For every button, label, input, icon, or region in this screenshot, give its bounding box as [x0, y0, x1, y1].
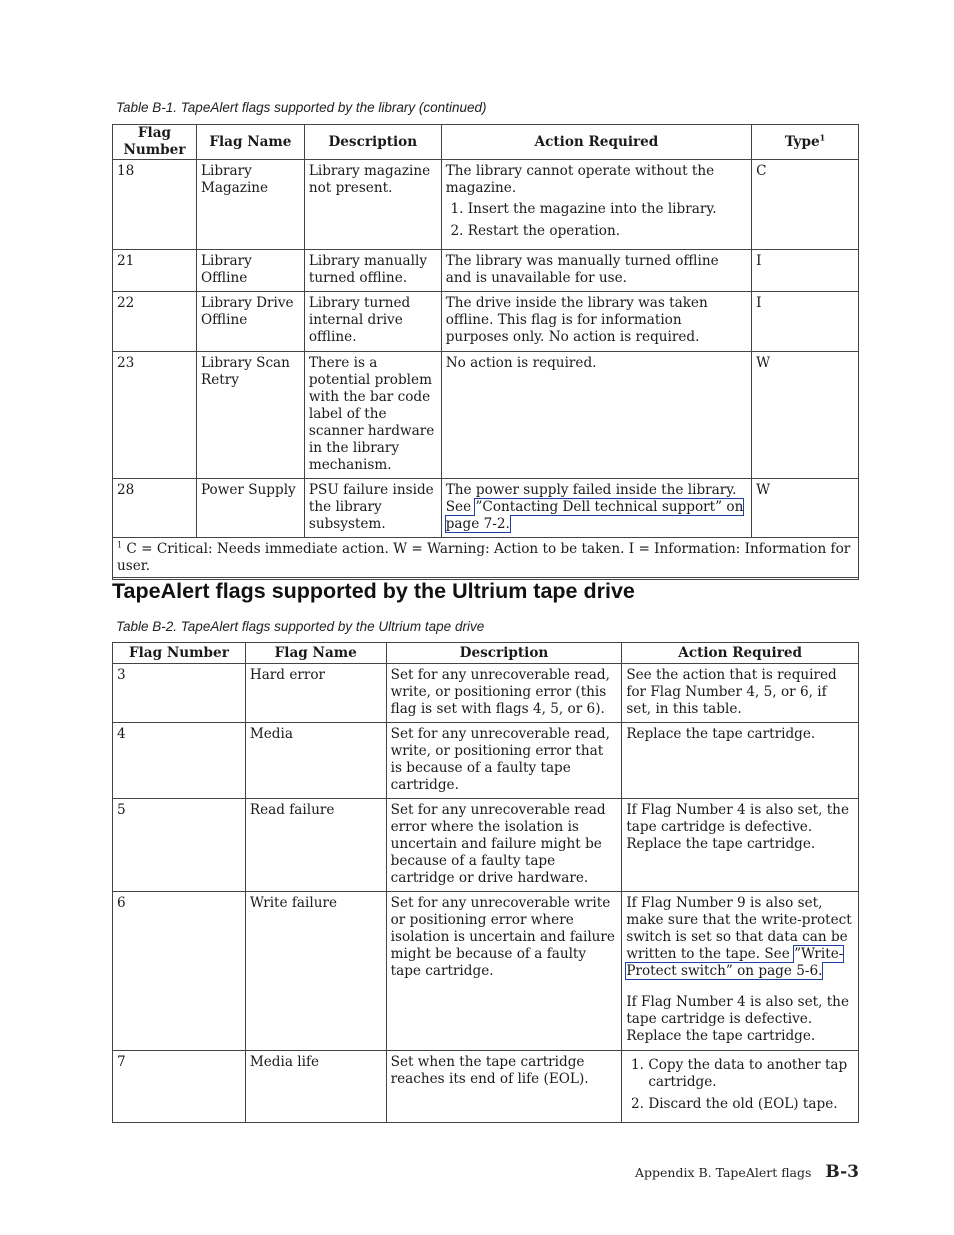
flag-description: Set when the tape cartridge reaches its end of life (EOL). [386, 1051, 622, 1123]
section-divider [112, 577, 859, 578]
table-row [113, 892, 859, 1051]
table-b1 [112, 124, 859, 580]
action-steps [626, 1057, 854, 1113]
header-flag-name: Flag Name [196, 125, 304, 160]
table-b2 [112, 642, 859, 1123]
table-row [113, 352, 859, 479]
action-steps [446, 201, 747, 240]
header-flag-number: Flag Number [113, 643, 246, 664]
flag-name: Library Drive Offline [196, 292, 304, 352]
flag-number: 7 [113, 1051, 246, 1123]
header-flag-name: Flag Name [245, 643, 386, 664]
flag-description: Library magazine not present. [304, 160, 441, 250]
flag-number: 22 [113, 292, 197, 352]
table-row [113, 799, 859, 892]
table-b1-caption: Table B-1. TapeAlert flags supported by the library (continued) [116, 100, 487, 115]
action-required: The drive inside the library was taken offline. This flag is for information purposes only. No action is required. [441, 292, 751, 352]
flag-type: C [752, 160, 859, 250]
footnote-text: C = Critical: Needs immediate action. W = Warning: Action to be taken. I = Information: Information for user. [117, 541, 851, 574]
flag-type: W [752, 352, 859, 479]
flag-description: Set for any unrecoverable read error where the isolation is uncertain and failure might be because of a faulty tape cartridge or drive hardware. [386, 799, 622, 892]
flag-type: W [752, 479, 859, 538]
header-type: Type$^1$ [752, 125, 859, 160]
write-protect-switch-link[interactable]: ”Write-Protect switch” on page 5-6. [626, 946, 844, 979]
action-step: 1. Insert the magazine into the library. [468, 201, 747, 218]
flag-name: Library Scan Retry [196, 352, 304, 479]
footnote-marker: 1 [117, 540, 123, 550]
flag-name: Library Offline [196, 250, 304, 292]
action-required: If Flag Number 4 is also set, the tape cartridge is defective. Replace the tape cartridge. [622, 799, 859, 892]
table-row [113, 292, 859, 352]
flag-name: Write failure [245, 892, 386, 1051]
flag-name: Hard error [245, 664, 386, 723]
flag-number: 3 [113, 664, 246, 723]
action-text: The library cannot operate without the magazine. [445, 163, 715, 196]
flag-number: 21 [113, 250, 197, 292]
action-required [622, 1051, 859, 1123]
table-row [113, 723, 859, 799]
footnote-marker: 1 [819, 131, 826, 142]
action-text: The power supply failed inside the library. See [445, 482, 737, 515]
flag-description: Library turned internal drive offline. [304, 292, 441, 352]
flag-number: 6 [113, 892, 246, 1051]
action-required [622, 892, 859, 1051]
flag-description: There is a potential problem with the bar code label of the scanner hardware in the library mechanism. [304, 352, 441, 479]
flag-description: Set for any unrecoverable read, write, or positioning error that is because of a faulty tape cartridge. [386, 723, 622, 799]
footer-section-title: Appendix B. TapeAlert flags [634, 1165, 812, 1180]
action-required: No action is required. [441, 352, 751, 479]
table-row [113, 250, 859, 292]
flag-number: 5 [113, 799, 246, 892]
flag-name: Read failure [245, 799, 386, 892]
action-required: See the action that is required for Flag Number 4, 5, or 6, if set, in this table. [622, 664, 859, 723]
section-heading: TapeAlert flags supported by the Ultrium tape drive [112, 579, 635, 603]
flag-description: PSU failure inside the library subsystem. [304, 479, 441, 538]
table-footnote-row [113, 538, 859, 580]
header-description: Description [304, 125, 441, 160]
flag-name: Media [245, 723, 386, 799]
action-required: The library was manually turned offline and is unavailable for use. [441, 250, 751, 292]
table-row [113, 664, 859, 723]
flag-name: Library Magazine [196, 160, 304, 250]
table-header-row [113, 125, 859, 160]
table-row [113, 479, 859, 538]
flag-name: Power Supply [196, 479, 304, 538]
flag-type: I [752, 250, 859, 292]
action-required [441, 160, 751, 250]
flag-number: 18 [113, 160, 197, 250]
table-row [113, 160, 859, 250]
flag-description: Library manually turned offline. [304, 250, 441, 292]
header-action-required: Action Required [622, 643, 859, 664]
page-footer [635, 1162, 859, 1182]
flag-description: Set for any unrecoverable read, write, or positioning error (this flag is set with flags 4, 5, or 6). [386, 664, 622, 723]
table-b2-caption: Table B-2. TapeAlert flags supported by the Ultrium tape drive [116, 619, 485, 634]
action-step: 1. Copy the data to another tap cartridge. [648, 1057, 854, 1091]
flag-number: 23 [113, 352, 197, 479]
action-step: 2. Restart the operation. [468, 223, 747, 240]
flag-name: Media life [245, 1051, 386, 1123]
table-row [113, 1051, 859, 1123]
action-text-secondary: If Flag Number 4 is also set, the tape cartridge is defective. Replace the tape cartridge. [626, 994, 849, 1044]
header-description: Description [386, 643, 622, 664]
action-step: 2. Discard the old (EOL) tape. [648, 1096, 854, 1113]
flag-type: I [752, 292, 859, 352]
table-header-row [113, 643, 859, 664]
flag-description: Set for any unrecoverable write or positioning error where isolation is uncertain and failure might be because of a faulty tape cartridge. [386, 892, 622, 1051]
flag-number: 4 [113, 723, 246, 799]
header-action-required: Action Required [441, 125, 751, 160]
action-required [441, 479, 751, 538]
page-number: B-3 [825, 1162, 859, 1182]
action-required: Replace the tape cartridge. [622, 723, 859, 799]
action-text: If Flag Number 9 is also set, make sure that the write-protect switch is set so that data can be written to the tape. See ”Write-Protect switch” on page 5-6. [626, 895, 852, 979]
header-flag-number: Flag Number [113, 125, 197, 160]
flag-number: 28 [113, 479, 197, 538]
contacting-dell-support-link[interactable]: ”Contacting Dell technical support” on page 7-2. [445, 499, 744, 532]
table-footnote [113, 538, 859, 580]
